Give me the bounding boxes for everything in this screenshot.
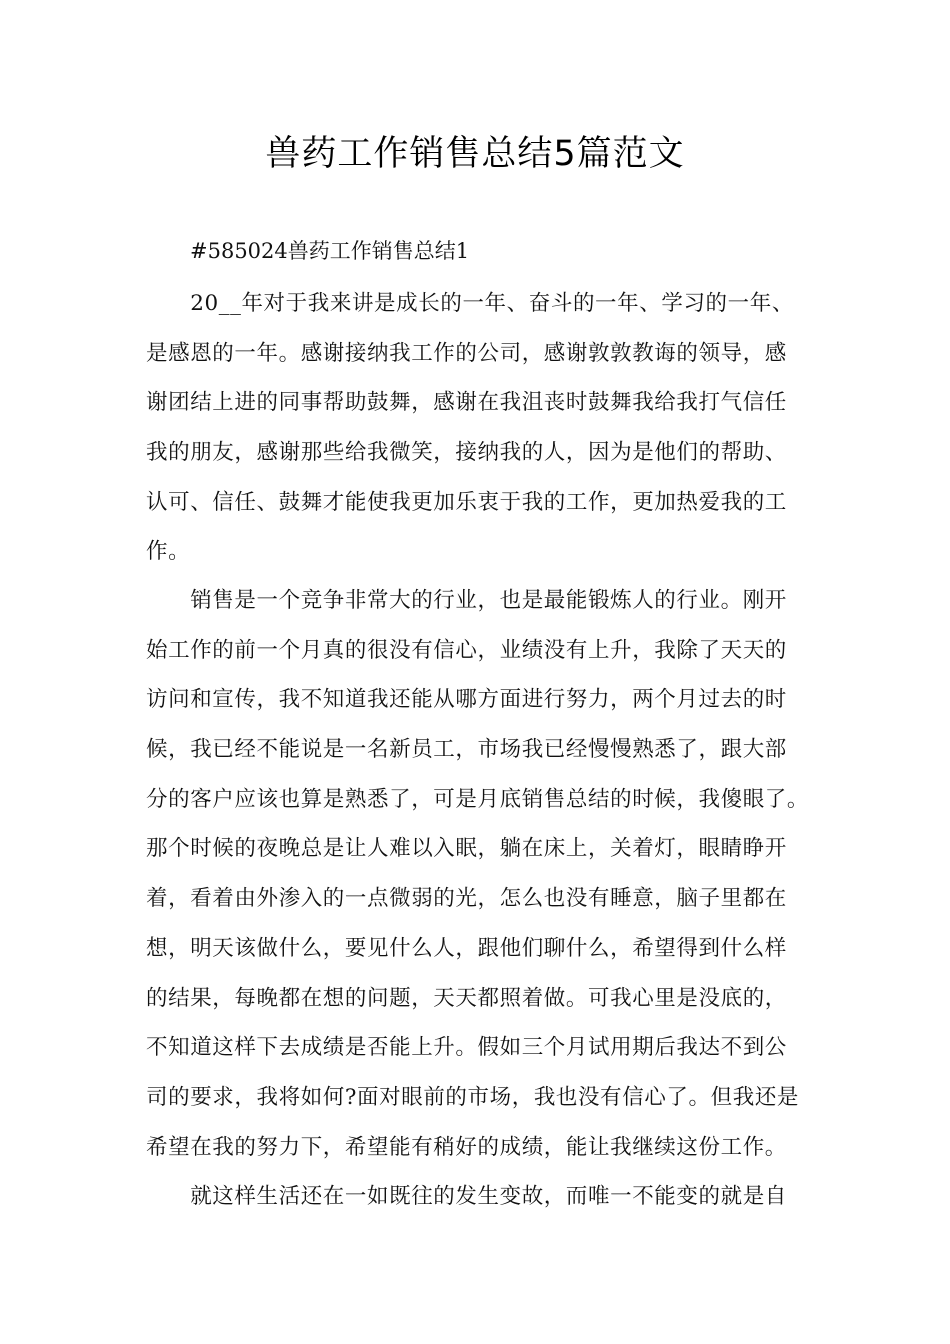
paragraph-2 <box>146 576 814 1172</box>
paragraph-line: 是感恩的一年。感谢接纳我工作的公司，感谢敦敦教诲的领导，感 <box>146 340 787 366</box>
document-title: 兽药工作销售总结5篇范文 <box>265 134 685 174</box>
paragraph-line: 作。 <box>146 539 191 565</box>
paragraph-line: 认可、信任、鼓舞才能使我更加乐衷于我的工作，更加热爱我的工 <box>146 489 787 515</box>
paragraph-line: 分的客户应该也算是熟悉了，可是月底销售总结的时候，我傻眼了。 <box>146 786 810 812</box>
paragraph-line: 的结果，每晚都在想的问题，天天都照着做。可我心里是没底的， <box>146 985 787 1011</box>
paragraph-line: 候，我已经不能说是一名新员工，市场我已经慢慢熟悉了，跟大部 <box>146 737 787 763</box>
paragraph-1 <box>146 279 814 577</box>
paragraph-line: 谢团结上进的同事帮助鼓舞，感谢在我沮丧时鼓舞我给我打气信任 <box>146 390 787 416</box>
paragraph-line: 20__年对于我来讲是成长的一年、奋斗的一年、学习的一年、 <box>146 291 794 316</box>
paragraph-line: 想，明天该做什么，要见什么人，跟他们聊什么，希望得到什么样 <box>146 935 787 961</box>
paragraph-line: 希望在我的努力下，希望能有稍好的成绩，能让我继续这份工作。 <box>146 1134 787 1160</box>
paragraph-3 <box>146 1172 814 1222</box>
paragraph-line: 那个时候的夜晚总是让人难以入眠，躺在床上，关着灯，眼睛睁开 <box>146 836 787 862</box>
paragraph-line: 着，看着由外渗入的一点微弱的光，怎么也没有睡意，脑子里都在 <box>146 886 787 912</box>
section-heading: #585024兽药工作销售总结1 <box>190 239 470 263</box>
paragraph-line: 始工作的前一个月真的很没有信心，业绩没有上升，我除了天天的 <box>146 637 787 663</box>
paragraph-line: 访问和宣传，我不知道我还能从哪方面进行努力，两个月过去的时 <box>146 687 787 713</box>
paragraph-line: 销售是一个竞争非常大的行业，也是最能锻炼人的行业。刚开 <box>146 588 787 613</box>
paragraph-line: 就这样生活还在一如既往的发生变故，而唯一不能变的就是自 <box>146 1184 787 1209</box>
paragraph-line: 我的朋友，感谢那些给我微笑，接纳我的人，因为是他们的帮助、 <box>146 440 787 466</box>
paragraph-line: 不知道这样下去成绩是否能上升。假如三个月试用期后我达不到公 <box>146 1035 787 1061</box>
paragraph-line: 司的要求，我将如何?面对眼前的市场，我也没有信心了。但我还是 <box>146 1084 800 1110</box>
